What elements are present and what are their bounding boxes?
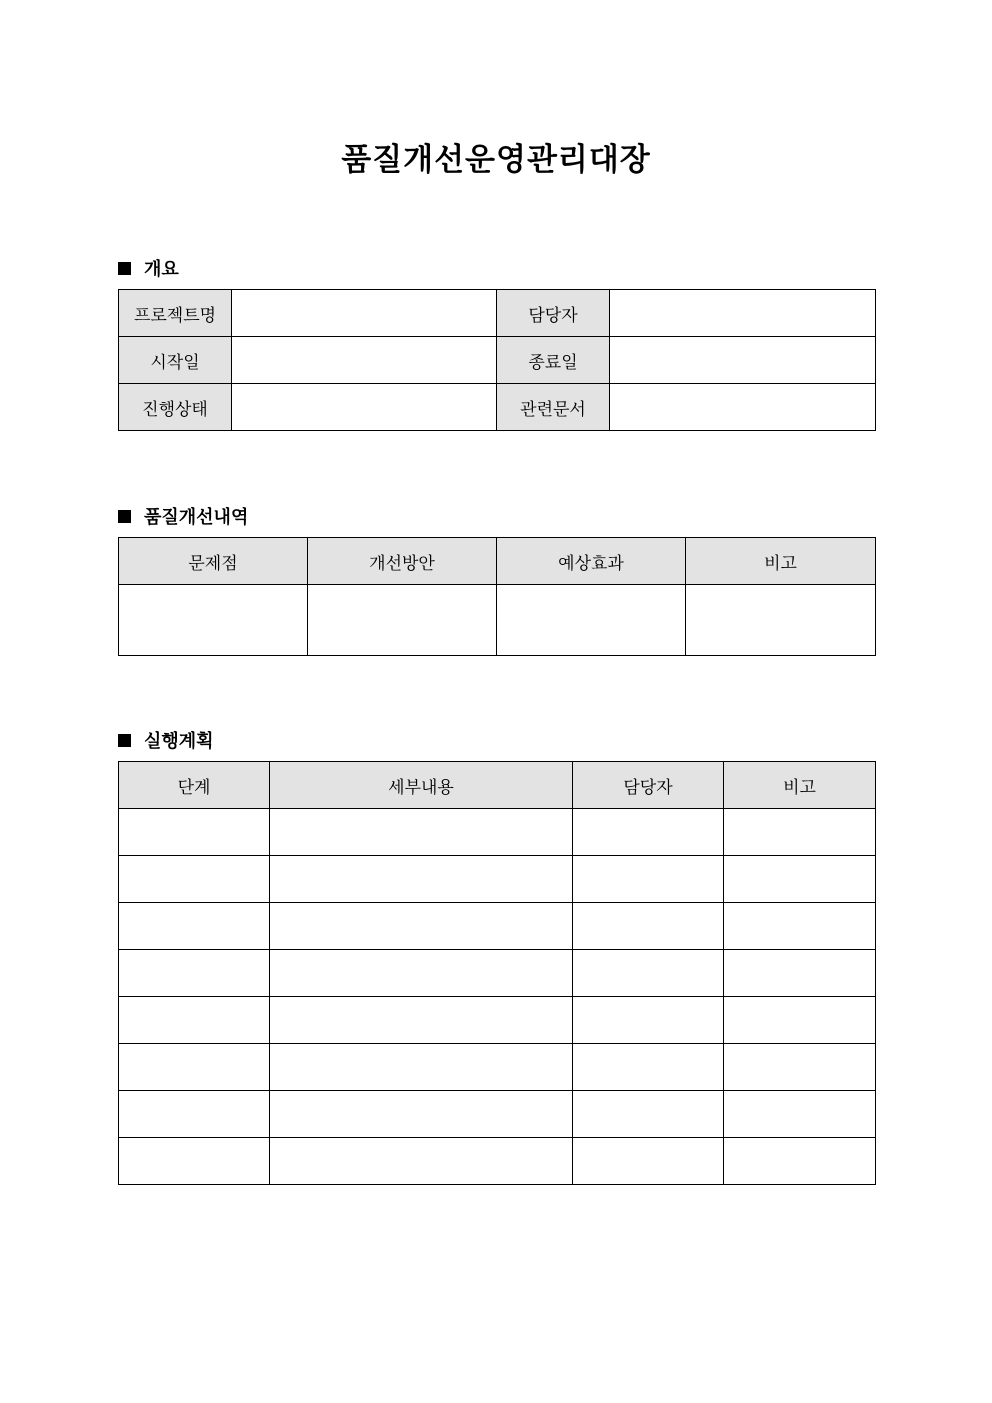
square-bullet-icon: [118, 262, 131, 275]
project-name-label: 프로젝트명: [119, 290, 232, 337]
column-header-problem: 문제점: [119, 538, 308, 585]
table-row: [119, 384, 876, 431]
manager-cell[interactable]: [573, 856, 724, 903]
column-header-details: 세부내용: [270, 762, 573, 809]
table-row: [119, 1091, 876, 1138]
column-header-stage: 단계: [119, 762, 270, 809]
manager-cell[interactable]: [573, 1091, 724, 1138]
table-row: [119, 950, 876, 997]
stage-cell[interactable]: [119, 997, 270, 1044]
remarks-cell[interactable]: [724, 950, 876, 997]
improvement-heading-text: 품질개선내역: [144, 507, 249, 528]
details-cell[interactable]: [270, 856, 573, 903]
stage-cell[interactable]: [119, 903, 270, 950]
solution-cell[interactable]: [308, 585, 497, 656]
table-row: [119, 585, 876, 656]
remarks-cell[interactable]: [686, 585, 876, 656]
column-header-expected-effect: 예상효과: [497, 538, 686, 585]
manager-cell[interactable]: [573, 903, 724, 950]
table-row: [119, 997, 876, 1044]
details-cell[interactable]: [270, 1138, 573, 1185]
table-row: [119, 290, 876, 337]
document-title: 품질개선운영관리대장: [341, 142, 651, 178]
column-header-remarks: 비고: [686, 538, 876, 585]
plan-table: [118, 761, 876, 1185]
improvement-table: [118, 537, 876, 656]
square-bullet-icon: [118, 734, 131, 747]
details-cell[interactable]: [270, 1044, 573, 1091]
remarks-cell[interactable]: [724, 1138, 876, 1185]
column-header-solution: 개선방안: [308, 538, 497, 585]
column-header-remarks: 비고: [724, 762, 876, 809]
stage-cell[interactable]: [119, 809, 270, 856]
manager-cell[interactable]: [573, 950, 724, 997]
manager-cell[interactable]: [573, 997, 724, 1044]
manager-label: 담당자: [497, 290, 610, 337]
table-row: [119, 809, 876, 856]
table-row: [119, 337, 876, 384]
related-docs-label: 관련문서: [497, 384, 610, 431]
details-cell[interactable]: [270, 1091, 573, 1138]
end-date-field[interactable]: [610, 337, 876, 384]
expected-effect-cell[interactable]: [497, 585, 686, 656]
remarks-cell[interactable]: [724, 997, 876, 1044]
end-date-label: 종료일: [497, 337, 610, 384]
overview-heading: [118, 255, 179, 281]
problem-cell[interactable]: [119, 585, 308, 656]
improvement-heading: [118, 503, 248, 529]
related-docs-field[interactable]: [610, 384, 876, 431]
start-date-field[interactable]: [232, 337, 497, 384]
manager-cell[interactable]: [573, 1044, 724, 1091]
table-header-row: [119, 538, 876, 585]
status-label: 진행상태: [119, 384, 232, 431]
plan-heading: [118, 727, 214, 753]
manager-field[interactable]: [610, 290, 876, 337]
manager-cell[interactable]: [573, 1138, 724, 1185]
overview-heading-text: 개요: [144, 259, 179, 280]
table-row: [119, 856, 876, 903]
remarks-cell[interactable]: [724, 809, 876, 856]
remarks-cell[interactable]: [724, 1091, 876, 1138]
remarks-cell[interactable]: [724, 1044, 876, 1091]
status-field[interactable]: [232, 384, 497, 431]
stage-cell[interactable]: [119, 1091, 270, 1138]
table-row: [119, 1138, 876, 1185]
stage-cell[interactable]: [119, 856, 270, 903]
stage-cell[interactable]: [119, 950, 270, 997]
project-name-field[interactable]: [232, 290, 497, 337]
details-cell[interactable]: [270, 809, 573, 856]
stage-cell[interactable]: [119, 1044, 270, 1091]
plan-heading-text: 실행계획: [144, 731, 214, 752]
square-bullet-icon: [118, 510, 131, 523]
column-header-manager: 담당자: [573, 762, 724, 809]
details-cell[interactable]: [270, 950, 573, 997]
table-row: [119, 903, 876, 950]
manager-cell[interactable]: [573, 809, 724, 856]
details-cell[interactable]: [270, 997, 573, 1044]
remarks-cell[interactable]: [724, 856, 876, 903]
start-date-label: 시작일: [119, 337, 232, 384]
table-row: [119, 1044, 876, 1091]
table-header-row: [119, 762, 876, 809]
details-cell[interactable]: [270, 903, 573, 950]
overview-table: [118, 289, 876, 431]
remarks-cell[interactable]: [724, 903, 876, 950]
stage-cell[interactable]: [119, 1138, 270, 1185]
